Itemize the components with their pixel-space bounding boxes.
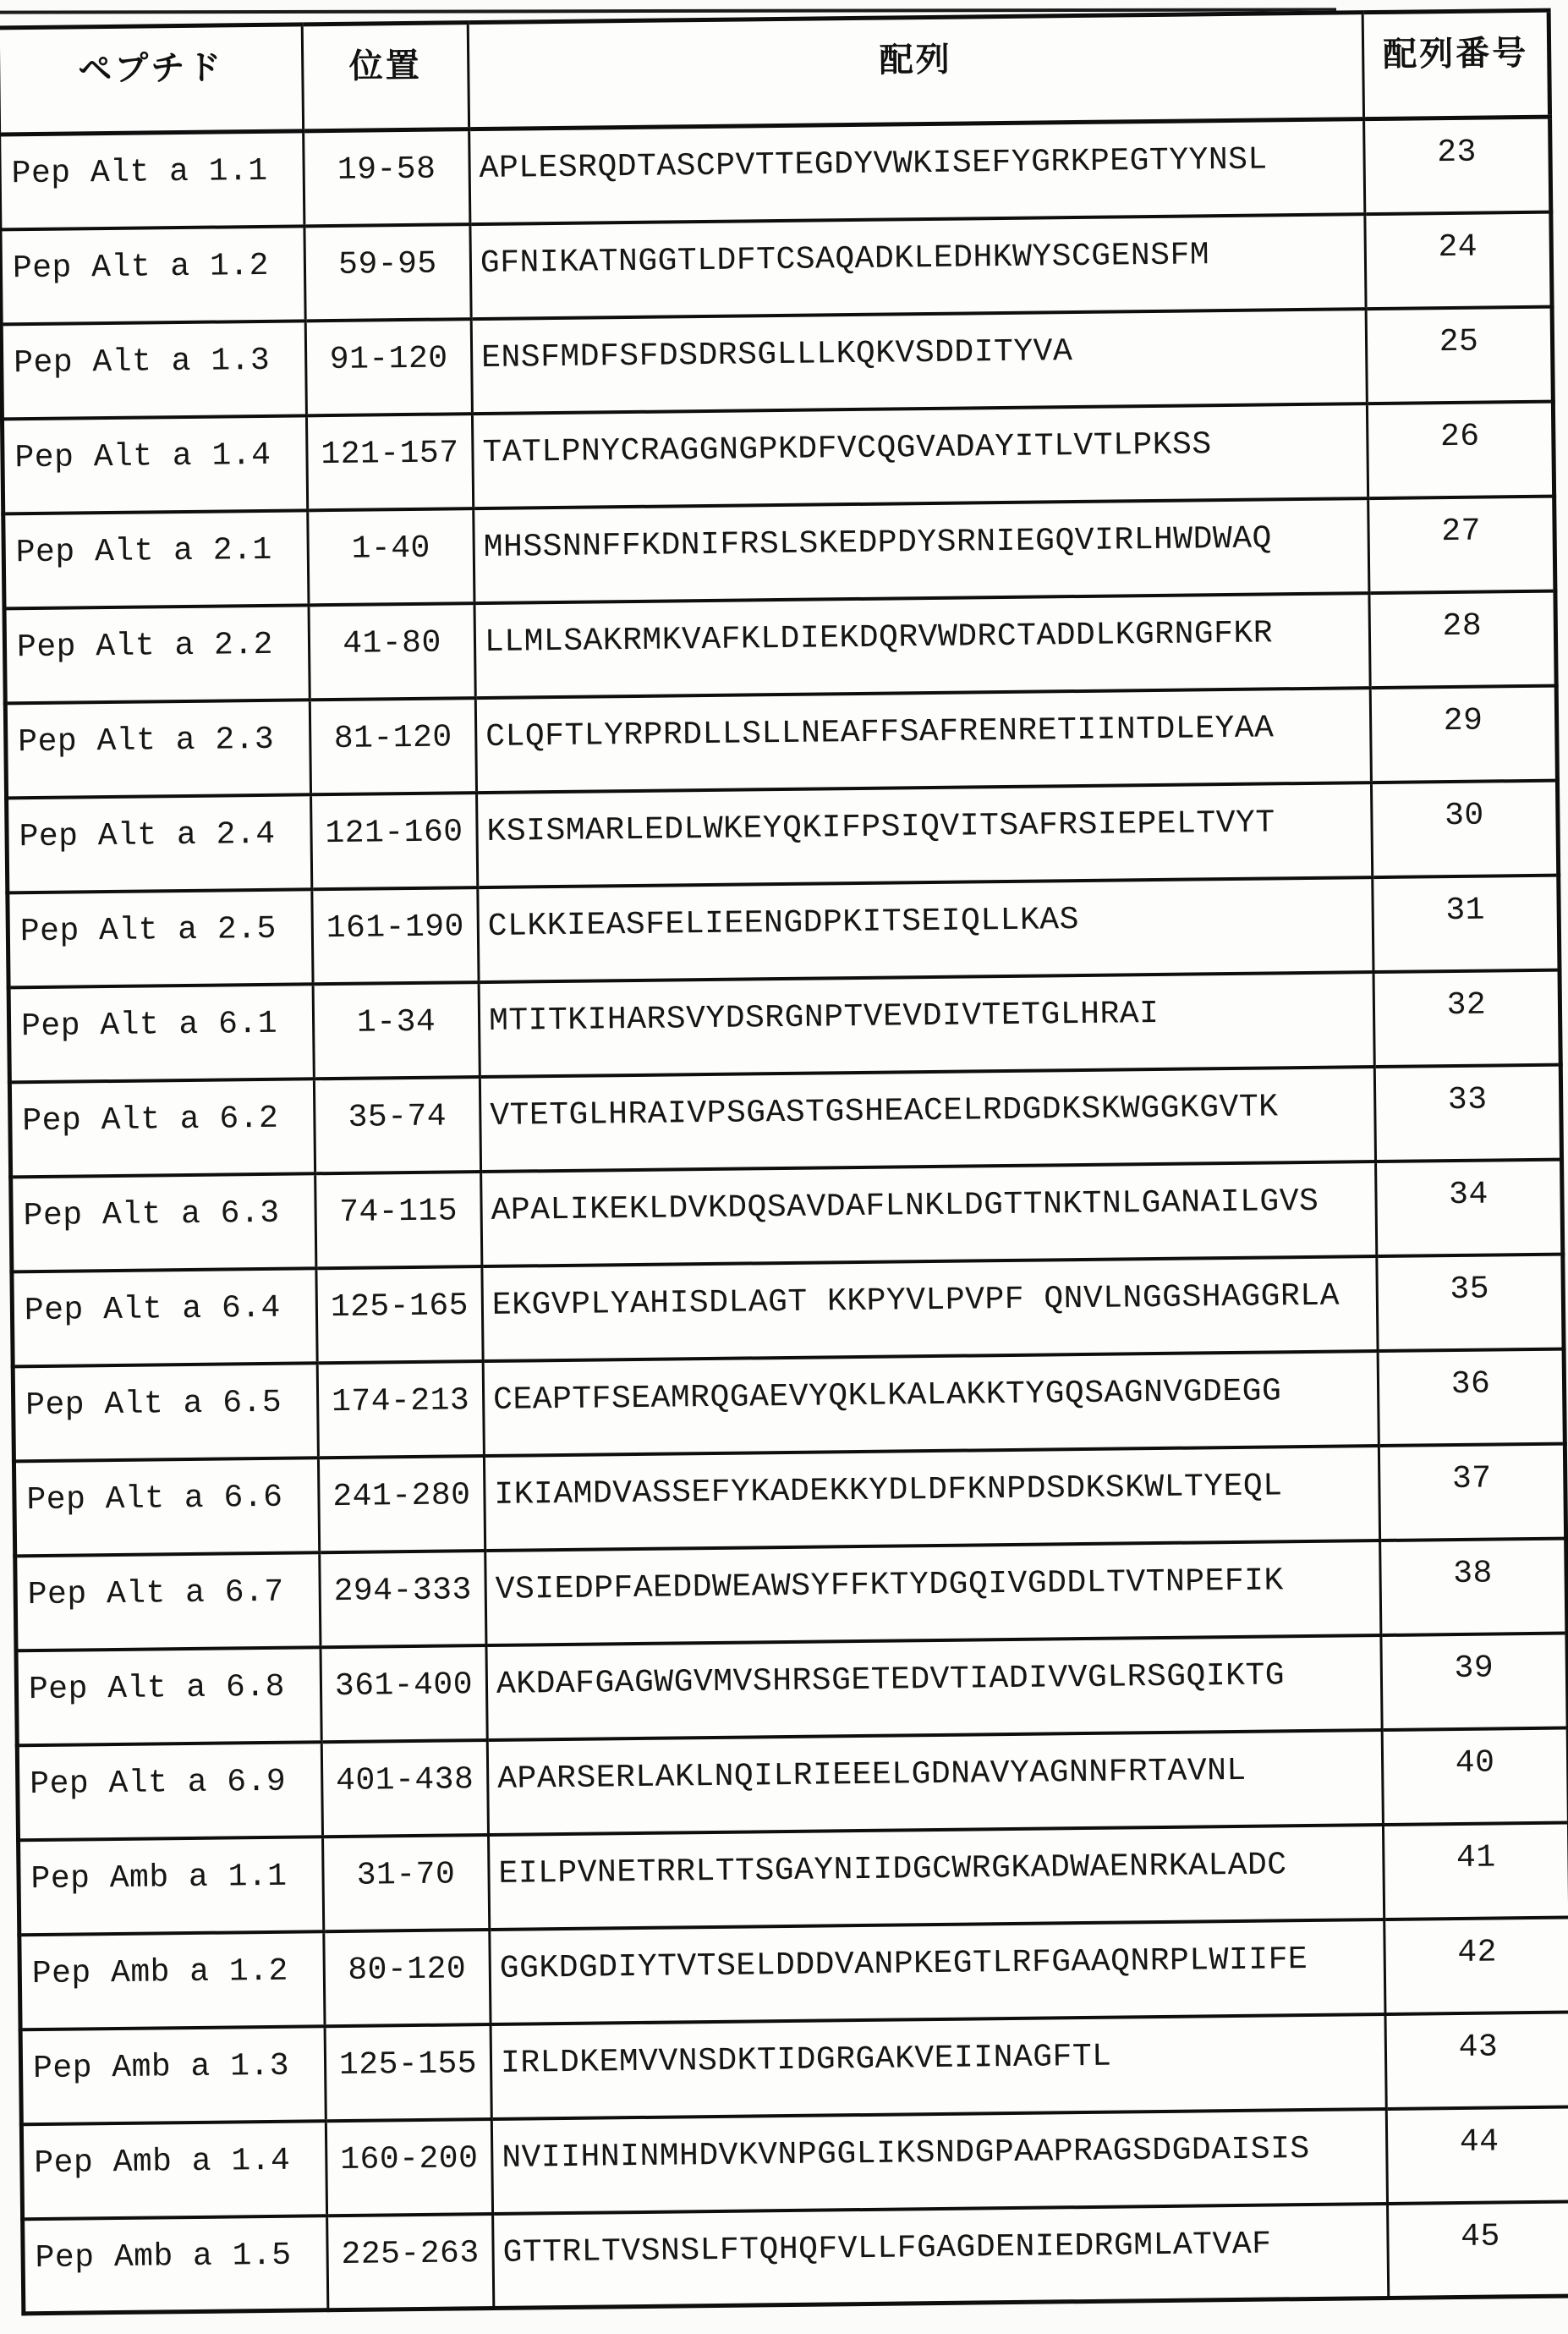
position-cell: 1-40 xyxy=(308,508,474,605)
table-row xyxy=(12,1254,1564,1366)
sequence-cell: GFNIKATNGGTLDFTCSAQADKLEDHKWYSCGENSFM xyxy=(470,214,1366,319)
header-row xyxy=(0,10,1550,135)
table-row xyxy=(13,1348,1565,1461)
sequence-cell: CLQFTLYRPRDLLSLLNEAFFSAFRENRETIINTDLEYAA xyxy=(475,688,1371,793)
position-cell: 59-95 xyxy=(304,224,471,321)
position-cell: 125-155 xyxy=(325,2024,491,2121)
peptide-name-cell: Pep Alt a 6.4 xyxy=(12,1268,317,1366)
seq-id-cell: 35 xyxy=(1377,1254,1564,1350)
position-cell: 361-400 xyxy=(321,1645,487,1742)
seq-id-cell: 44 xyxy=(1386,2106,1568,2203)
sequence-cell: IKIAMDVASSEFYKADEKKYDLDFKNPDSDKSKWLTYEQL xyxy=(484,1446,1379,1551)
table-row xyxy=(11,1159,1563,1271)
sequence-cell: KSISMARLEDLWKEYQKIFPSIQVITSAFRSIEPELTVYT xyxy=(477,783,1373,887)
peptide-name-cell: Pep Alt a 1.1 xyxy=(0,131,304,229)
col-header-position: 位置 xyxy=(302,23,469,131)
peptide-name-cell: Pep Amb a 1.3 xyxy=(20,2026,326,2124)
table-row xyxy=(7,780,1559,892)
table-row xyxy=(16,1633,1568,1745)
seq-id-cell: 31 xyxy=(1373,875,1560,971)
seq-id-cell: 27 xyxy=(1368,496,1555,592)
peptide-name-cell: Pep Alt a 6.1 xyxy=(8,984,314,1082)
position-cell: 91-120 xyxy=(305,319,472,415)
peptide-name-cell: Pep Alt a 6.2 xyxy=(9,1079,315,1177)
peptide-name-cell: Pep Alt a 6.5 xyxy=(13,1363,318,1461)
table-row xyxy=(19,1822,1568,1935)
position-cell: 401-438 xyxy=(321,1740,488,1837)
sequence-cell: VTETGLHRAIVPSGASTGSHEACELRDGDKSKWGGKGVTK xyxy=(480,1067,1375,1172)
peptide-name-cell: Pep Amb a 1.4 xyxy=(21,2121,326,2219)
table-row xyxy=(4,590,1556,703)
seq-id-cell: 37 xyxy=(1379,1443,1565,1540)
seq-id-cell: 34 xyxy=(1376,1159,1563,1255)
sequence-cell: TATLPNYCRAGGNGPKDFVCQGVADAYITLVTLPKSS xyxy=(472,404,1368,508)
table-row xyxy=(19,1917,1568,2029)
table-row xyxy=(23,2201,1568,2314)
col-header-sequence: 配列 xyxy=(468,13,1363,129)
position-cell: 31-70 xyxy=(323,1835,490,1931)
seq-id-cell: 25 xyxy=(1366,306,1553,403)
col-header-peptide: ペプチド xyxy=(0,25,304,135)
sequence-cell: LLMLSAKRMKVAFKLDIEKDQRVWDRCTADDLKGRNGFKR xyxy=(474,593,1370,698)
sequence-cell: IRLDKEMVVNSDKTIDGRGAKVEIINAGFTL xyxy=(491,2013,1386,2118)
seq-id-cell: 41 xyxy=(1383,1822,1568,1919)
seq-id-cell: 39 xyxy=(1381,1633,1568,1729)
sequence-cell: MHSSNNFFKDNIFRSLSKEDPDYSRNIEGQVIRLHWDWAQ xyxy=(474,498,1369,603)
sequence-cell: ENSFMDFSFDSDRSGLLLKQKVSDDITYVA xyxy=(471,309,1367,414)
sequence-cell: EKGVPLYAHISDLAGT KKPYVLPVPF QNVLNGGSHAGGRLA xyxy=(482,1256,1378,1361)
sequence-cell: GGKDGDIYTVTSELDDDVANPKEGTLRFGAAQNRPLWIIFE xyxy=(490,1919,1385,2024)
position-cell: 81-120 xyxy=(310,698,476,794)
table-row xyxy=(0,117,1551,229)
seq-id-cell: 24 xyxy=(1365,211,1552,308)
peptide-name-cell: Pep Alt a 1.3 xyxy=(1,321,306,419)
table-row xyxy=(17,1727,1568,1840)
position-cell: 35-74 xyxy=(314,1077,480,1173)
seq-id-cell: 43 xyxy=(1385,2012,1568,2108)
table-row xyxy=(14,1443,1565,1556)
seq-id-cell: 30 xyxy=(1371,780,1558,876)
table-row xyxy=(15,1538,1567,1650)
seq-id-cell: 32 xyxy=(1373,969,1560,1066)
sequence-cell: AKDAFGAGWGVMVSHRSGETEDVTIADIVVGLRSGQIKTG xyxy=(486,1635,1382,1740)
seq-id-cell: 23 xyxy=(1364,117,1551,213)
seq-id-cell: 26 xyxy=(1367,401,1554,497)
position-cell: 80-120 xyxy=(324,1930,491,2026)
table-row xyxy=(0,211,1552,324)
sequence-cell: EILPVNETRRLTTSGAYNIIDGCWRGKADWAENRKALADC xyxy=(488,1825,1384,1930)
table-row xyxy=(3,496,1555,608)
sequence-cell: CLKKIEASFELIEENGDPKITSEIQLLKAS xyxy=(478,877,1373,982)
position-cell: 121-157 xyxy=(306,414,473,510)
peptide-name-cell: Pep Alt a 6.8 xyxy=(16,1647,321,1745)
peptide-name-cell: Pep Alt a 6.7 xyxy=(15,1552,321,1650)
sequence-cell: MTITKIHARSVYDSRGNPTVEVDIVTETGLHRAI xyxy=(479,972,1374,1077)
position-cell: 74-115 xyxy=(315,1172,482,1268)
peptide-name-cell: Pep Alt a 6.3 xyxy=(11,1173,316,1271)
table-row xyxy=(2,401,1554,513)
peptide-name-cell: Pep Alt a 2.3 xyxy=(5,700,310,798)
sequence-cell: APLESRQDTASCPVTTEGDYVWKISEFYGRKPEGTYYNSL xyxy=(469,119,1365,224)
seq-id-cell: 42 xyxy=(1384,1917,1568,2013)
table-body xyxy=(0,117,1568,2314)
peptide-sequence-table xyxy=(0,8,1568,2316)
seq-id-cell: 29 xyxy=(1370,685,1557,782)
table-row xyxy=(8,875,1560,987)
table-row xyxy=(20,2012,1568,2124)
peptide-name-cell: Pep Amb a 1.5 xyxy=(23,2216,328,2314)
position-cell: 225-263 xyxy=(327,2213,494,2309)
position-cell: 241-280 xyxy=(318,1456,485,1552)
sequence-cell: NVIIHNINMHDVKVNPGGLIKSNDGPAAPRAGSDGDAISIS xyxy=(491,2108,1387,2213)
seq-id-cell: 40 xyxy=(1382,1727,1568,1824)
seq-id-cell: 28 xyxy=(1369,590,1556,687)
position-cell: 41-80 xyxy=(309,603,475,700)
seq-id-cell: 45 xyxy=(1388,2201,1568,2298)
peptide-name-cell: Pep Alt a 2.5 xyxy=(8,889,313,987)
position-cell: 174-213 xyxy=(317,1361,484,1458)
sequence-cell: APARSERLAKLNQILRIEEELGDNAVYAGNNFRTAVNL xyxy=(487,1730,1383,1835)
sequence-table-wrapper xyxy=(0,8,1568,2316)
sequence-cell: VSIEDPFAEDDWEAWSYFFKTYDGQIVGDDLTVTNPEFIK xyxy=(485,1540,1381,1645)
peptide-name-cell: Pep Alt a 6.6 xyxy=(14,1458,319,1556)
table-row xyxy=(5,685,1557,798)
seq-id-cell: 33 xyxy=(1374,1064,1561,1161)
position-cell: 160-200 xyxy=(326,2118,492,2215)
position-cell: 121-160 xyxy=(311,793,478,889)
seq-id-cell: 36 xyxy=(1378,1348,1565,1445)
position-cell: 19-58 xyxy=(304,129,470,226)
position-cell: 161-190 xyxy=(312,887,479,984)
table-row xyxy=(8,969,1560,1082)
sequence-cell: CEAPTFSEAMRQGAEVYQKLKALAKKTYGQSAGNVGDEGG xyxy=(483,1351,1379,1456)
peptide-name-cell: Pep Alt a 2.4 xyxy=(7,794,312,892)
sequence-cell: GTTRLTVSNSLFTQHQFVLLFGAGDENIEDRGMLATVAF xyxy=(493,2203,1389,2308)
sequence-cell: APALIKEKLDVKDQSAVDAFLNKLDGTTNKTNLGANAILGVS xyxy=(481,1162,1377,1266)
peptide-name-cell: Pep Alt a 2.2 xyxy=(4,605,310,703)
peptide-name-cell: Pep Amb a 1.2 xyxy=(19,1931,325,2029)
peptide-name-cell: Pep Alt a 2.1 xyxy=(3,510,309,608)
col-header-seq-id: 配列番号 xyxy=(1362,10,1549,118)
position-cell: 1-34 xyxy=(313,982,480,1079)
peptide-name-cell: Pep Alt a 1.2 xyxy=(0,226,305,324)
peptide-name-cell: Pep Amb a 1.1 xyxy=(19,1837,324,1935)
table-row xyxy=(1,306,1553,419)
table-row xyxy=(9,1064,1561,1177)
peptide-name-cell: Pep Alt a 1.4 xyxy=(2,415,307,513)
position-cell: 125-165 xyxy=(316,1266,483,1363)
seq-id-cell: 38 xyxy=(1380,1538,1567,1634)
table-row xyxy=(21,2106,1568,2219)
position-cell: 294-333 xyxy=(320,1551,486,1647)
peptide-name-cell: Pep Alt a 6.9 xyxy=(17,1742,322,1840)
